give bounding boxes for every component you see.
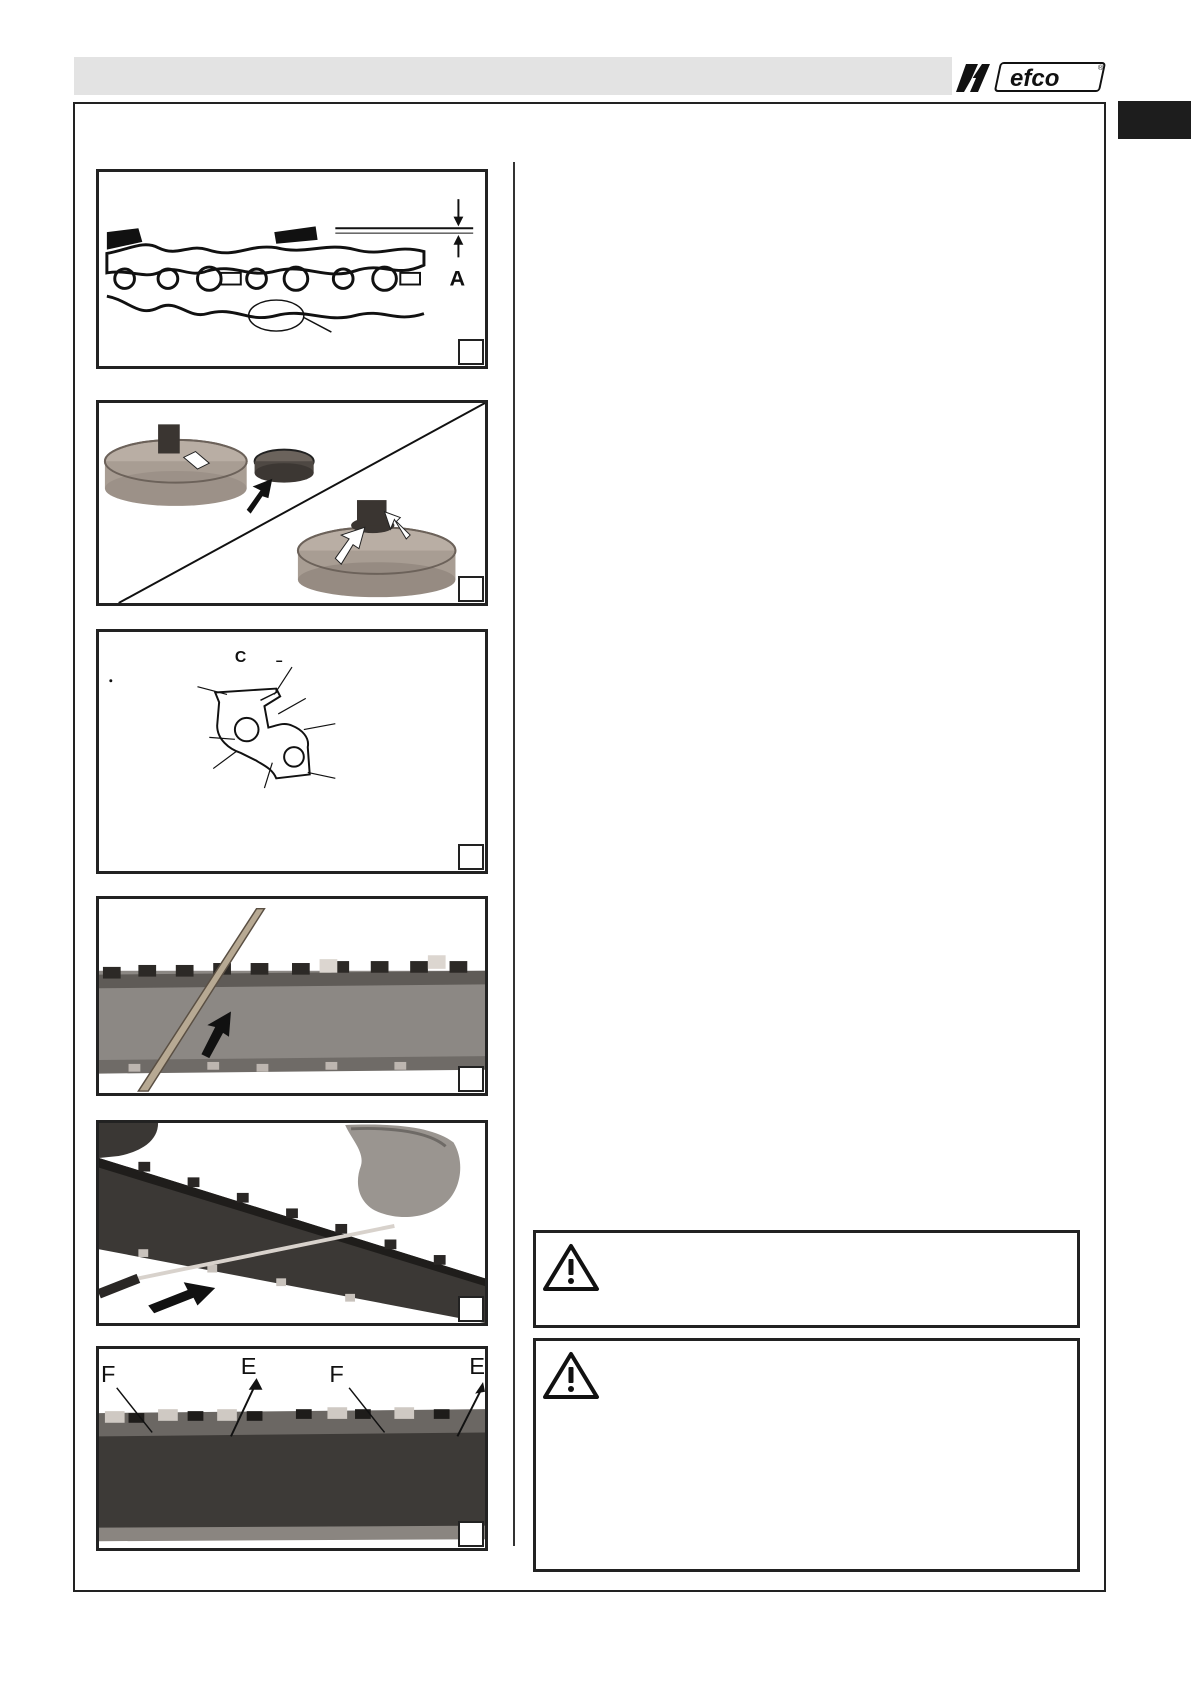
brand-wordmark: efco bbox=[1010, 65, 1060, 92]
label-f-right: F bbox=[329, 1361, 344, 1387]
warning-box-1 bbox=[533, 1230, 1080, 1328]
figure-chain-depth-gauge bbox=[96, 169, 488, 369]
label-e-right: E bbox=[469, 1353, 485, 1380]
depth-label-a: A bbox=[449, 266, 466, 291]
warning-box-2 bbox=[533, 1338, 1080, 1572]
figure-number-box bbox=[458, 1066, 484, 1092]
label-f-left: F bbox=[100, 1361, 116, 1387]
figure-filing-photo-1 bbox=[96, 896, 488, 1096]
label-e-left: E bbox=[240, 1353, 257, 1380]
figure-chain-bar-photo bbox=[96, 1346, 488, 1551]
figure-number-box bbox=[458, 339, 484, 365]
figure-number-box bbox=[458, 1296, 484, 1322]
figure-sprocket-drum bbox=[96, 400, 488, 606]
figure-number-box bbox=[458, 844, 484, 870]
warning-triangle-icon bbox=[542, 1351, 600, 1401]
figure-number-box bbox=[458, 576, 484, 602]
efco-logo bbox=[952, 58, 1110, 96]
column-divider bbox=[513, 162, 515, 1546]
figure-cutter-tooth bbox=[96, 629, 488, 874]
header-bar bbox=[74, 57, 952, 95]
figure-number-box bbox=[458, 1521, 484, 1547]
section-tab bbox=[1118, 101, 1191, 139]
warning-triangle-icon bbox=[542, 1243, 600, 1293]
figure-filing-photo-2 bbox=[96, 1120, 488, 1326]
svg-text:®: ® bbox=[1098, 65, 1104, 72]
tooth-label-c: C bbox=[234, 649, 247, 667]
